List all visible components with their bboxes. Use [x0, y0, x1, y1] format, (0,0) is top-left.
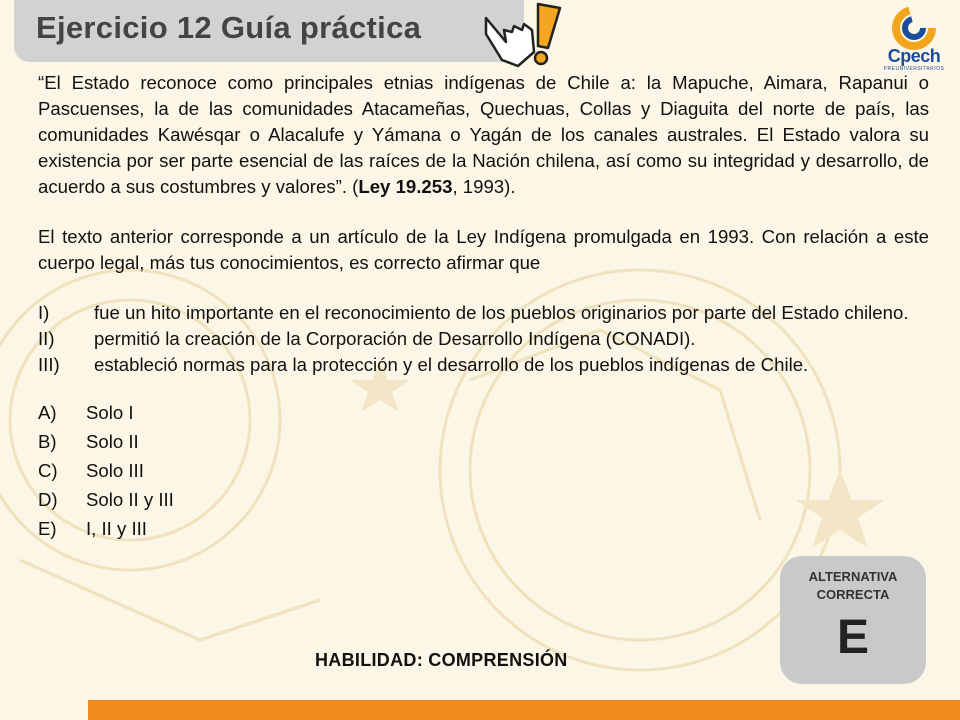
law-quote — [38, 70, 929, 200]
option-b — [38, 427, 929, 456]
bottom-accent-bar — [88, 700, 960, 720]
statement-list — [38, 300, 929, 378]
logo-name: Cpech — [887, 46, 941, 66]
answer-options — [38, 398, 929, 543]
correct-answer-box — [780, 556, 926, 684]
exercise-content — [38, 70, 929, 543]
statement-number: II) — [38, 328, 55, 349]
statement-number: I) — [38, 302, 50, 323]
correct-answer-letter: E — [836, 611, 869, 664]
correct-answer-label-line1: ALTERNATIVA — [808, 569, 898, 584]
option-c — [38, 456, 929, 485]
option-d — [38, 485, 929, 514]
option-letter: D) — [38, 489, 58, 510]
quote-text: “El Estado reconoce como principales etnias indígenas de Chile a: la Mapuche, Aimara, Rapanui o Pascuenses, la de las comunidades Atacameñas, Quechuas, Collas y Diaguita del norte de país, las comunidades Kawésqar o Alacalufe y Yámana o Yagán de los canales australes. El Estado valora su existencia por ser parte esencial de las raíces de la Nación chilena, así como su integridad y desarrollo, de acuerdo a sus costumbres y valores”. ( — [38, 72, 929, 197]
statement-text: fue un hito importante en el reconocimiento de los pueblos originarios por parte del Estado chileno. — [94, 302, 909, 323]
statement-item — [38, 326, 929, 352]
skill-label: HABILIDAD: COMPRENSIÓN — [315, 650, 568, 670]
option-e — [38, 514, 929, 543]
statement-number: III) — [38, 354, 60, 375]
logo-subtitle: PREUNIVERSITARIOS — [883, 66, 945, 72]
statement-text: permitió la creación de la Corporación de Desarrollo Indígena (CONADI). — [94, 328, 696, 349]
quote-tail: , 1993). — [452, 176, 516, 197]
cpech-logo — [874, 6, 954, 72]
question-stem: El texto anterior corresponde a un artículo de la Ley Indígena promulgada en 1993. Con relación a este cuerpo legal, más tus conocimientos, es correcto afirmar que — [38, 226, 929, 273]
statement-item — [38, 300, 929, 326]
cpech-logo-mark-icon — [874, 6, 954, 50]
correct-answer-label — [780, 568, 926, 604]
statement-text: estableció normas para la protección y el desarrollo de los pueblos indígenas de Chile. — [94, 354, 809, 375]
pointing-hand-exclamation-icon — [478, 0, 568, 70]
option-letter: E) — [38, 518, 57, 539]
option-a — [38, 398, 929, 427]
option-text: Solo II — [86, 431, 139, 452]
option-text: Solo I — [86, 402, 134, 423]
option-letter: A) — [38, 402, 57, 423]
option-letter: B) — [38, 431, 57, 452]
statement-item — [38, 352, 929, 378]
option-letter: C) — [38, 460, 58, 481]
page-title: Ejercicio 12 Guía práctica — [36, 10, 422, 45]
law-reference: Ley 19.253 — [358, 176, 453, 197]
option-text: Solo II y III — [86, 489, 174, 510]
correct-answer-label-line2: CORRECTA — [816, 587, 890, 602]
option-text: I, II y III — [86, 518, 147, 539]
option-text: Solo III — [86, 460, 144, 481]
